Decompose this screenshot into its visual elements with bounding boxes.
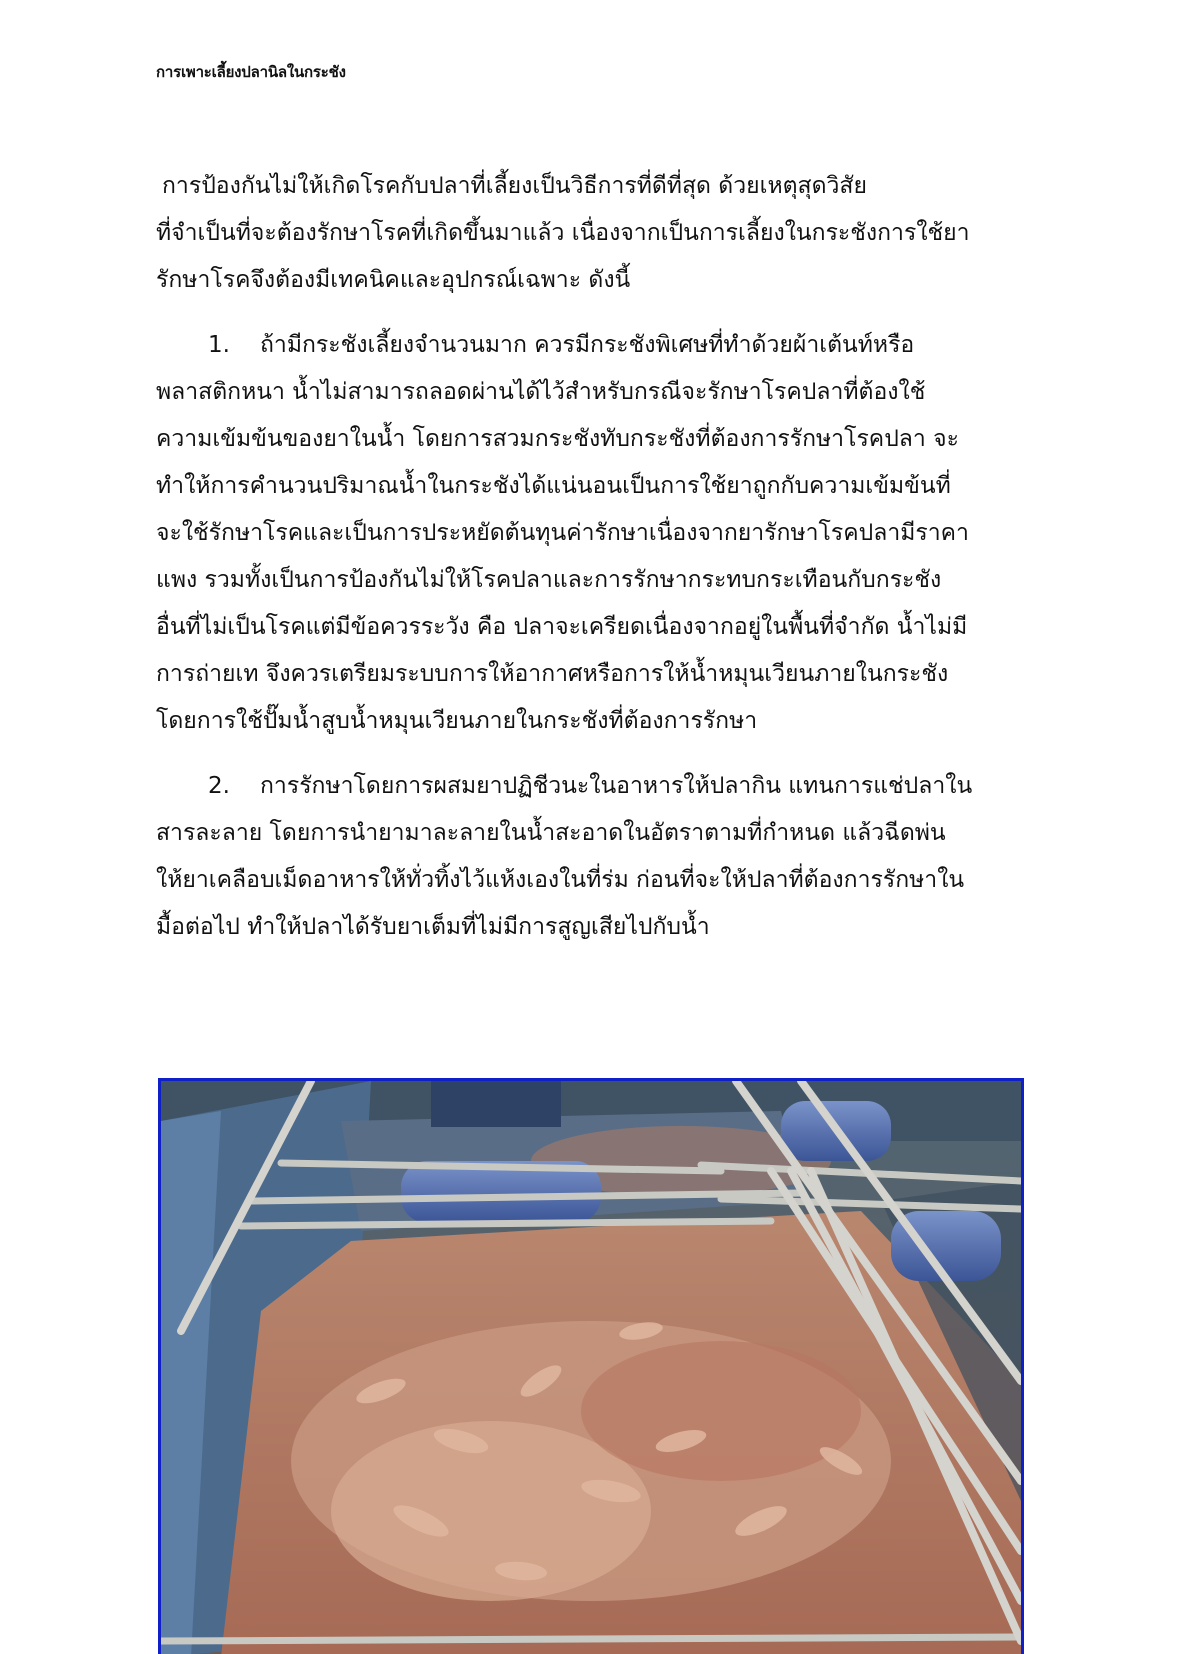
item2-text: การรักษาโดยการผสมยาปฏิชีวนะในอาหารให้ปลากิน แทนการแช่ปลาใน [260, 773, 973, 799]
item2-line: สารละลาย โดยการนำยามาละลายในน้ำสะอาดในอัตราตามที่กำหนด แล้วฉีดพ่น [156, 820, 946, 846]
item1-line: จะใช้รักษาโรคและเป็นการประหยัดต้นทุนค่ารักษาเนื่องจากยารักษาโรคปลามีราคา [156, 520, 969, 546]
fish-cage-photo [158, 1078, 1024, 1654]
document-body [156, 163, 1026, 951]
item1-line: การถ่ายเท จึงควรเตรียมระบบการให้อากาศหรือการให้น้ำหมุนเวียนภายในกระชัง [156, 661, 949, 687]
intro-line: ที่จำเป็นที่จะต้องรักษาโรคที่เกิดขึ้นมาแล้ว เนื่องจากเป็นการเลี้ยงในกระชังการใช้ยา [156, 220, 970, 246]
item2-line: มื้อต่อไป ทำให้ปลาได้รับยาเต็มที่ไม่มีการสูญเสียไปกับน้ำ [156, 914, 710, 940]
item1-line: อื่นที่ไม่เป็นโรคแต่มีข้อควรระวัง คือ ปลาจะเครียดเนื่องจากอยู่ในพื้นที่จำกัด น้ำไม่มี [156, 614, 968, 640]
item1-line: ความเข้มข้นของยาในน้ำ โดยการสวมกระชังทับกระชังที่ต้องการรักษาโรคปลา จะ [156, 426, 959, 452]
fish-cage-illustration [161, 1081, 1021, 1654]
intro-line: รักษาโรคจึงต้องมีเทคนิคและอุปกรณ์เฉพาะ ดังนี้ [156, 267, 631, 293]
item1-first-line [156, 322, 1026, 369]
item1-line: พลาสติกหนา น้ำไม่สามารถลอดผ่านได้ไว้สำหรับกรณีจะรักษาโรคปลาที่ต้องใช้ [156, 379, 926, 405]
page-header-title: การเพาะเลี้ยงปลานิลในกระชัง [156, 63, 346, 81]
item1-line: ทำให้การคำนวนปริมาณน้ำในกระชังได้แน่นอนเป็นการใช้ยาถูกกับความเข้มข้นที่ [156, 473, 951, 499]
item2-number: 2. [208, 773, 230, 799]
item1-number: 1. [208, 332, 230, 358]
item2-line: ให้ยาเคลือบเม็ดอาหารให้ทั่วทิ้งไว้แห้งเองในที่ร่ม ก่อนที่จะให้ปลาที่ต้องการรักษาใน [156, 867, 965, 893]
intro-line: การป้องกันไม่ให้เกิดโรคกับปลาที่เลี้ยงเป็นวิธีการที่ดีที่สุด ด้วยเหตุสุดวิสัย [162, 173, 867, 199]
item1-line: แพง รวมทั้งเป็นการป้องกันไม่ให้โรคปลาและการรักษากระทบกระเทือนกับกระชัง [156, 567, 942, 593]
item1-line: โดยการใช้ปั๊มน้ำสูบน้ำหมุนเวียนภายในกระชังที่ต้องการรักษา [156, 708, 758, 734]
item2-first-line [156, 763, 1026, 810]
item1-text: ถ้ามีกระชังเลี้ยงจำนวนมาก ควรมีกระชังพิเศษที่ทำด้วยผ้าเต้นท์หรือ [260, 332, 915, 358]
